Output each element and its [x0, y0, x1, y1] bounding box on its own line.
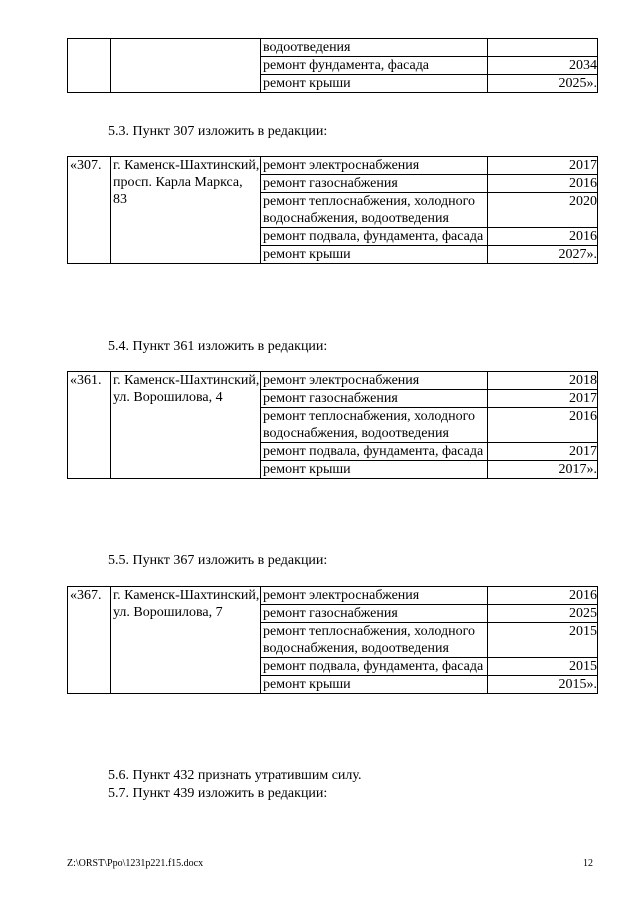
table-307	[67, 156, 598, 264]
table-cell-work: ремонт теплоснабжения, холодного водоснабжения, водоотведения	[261, 193, 488, 228]
table-cell-work: ремонт теплоснабжения, холодного водоснабжения, водоотведения	[261, 408, 488, 443]
table-cell-work: ремонт крыши	[261, 461, 488, 479]
table-cell-year: 2015	[488, 658, 598, 676]
table-cell-year: 2020	[488, 193, 598, 228]
table-cell-year: 2017	[488, 157, 598, 175]
table-cell-year: 2027».	[488, 246, 598, 264]
table-cell-address: г. Каменск-Шахтинский, ул. Ворошилова, 4	[111, 372, 261, 479]
table-cell-year: 2016	[488, 587, 598, 605]
table-cell-num: «307.	[68, 157, 111, 264]
table-cell-year: 2017	[488, 443, 598, 461]
table-row	[68, 157, 598, 175]
table-cell-work: ремонт фундамента, фасада	[261, 57, 488, 75]
heading-5-3: 5.3. Пункт 307 изложить в редакции:	[108, 124, 328, 139]
table-row	[68, 39, 598, 57]
table-cell-work: ремонт электроснабжения	[261, 587, 488, 605]
table-cell-year: 2016	[488, 228, 598, 246]
table-cell-year: 2016	[488, 175, 598, 193]
table-cell-work: ремонт теплоснабжения, холодного водоснабжения, водоотведения	[261, 623, 488, 658]
table-367	[67, 586, 598, 694]
heading-5-5: 5.5. Пункт 367 изложить в редакции:	[108, 553, 328, 568]
heading-5-4: 5.4. Пункт 361 изложить в редакции:	[108, 339, 328, 354]
table-cell-work: ремонт крыши	[261, 75, 488, 93]
table-cell-year: 2025	[488, 605, 598, 623]
table-cell-work: ремонт электроснабжения	[261, 157, 488, 175]
table-cell-work: ремонт крыши	[261, 676, 488, 694]
table-cell-work: ремонт газоснабжения	[261, 175, 488, 193]
table-cell-work: ремонт крыши	[261, 246, 488, 264]
table-cell-year: 2025».	[488, 75, 598, 93]
table-row	[68, 587, 598, 605]
table-cell-num: «367.	[68, 587, 111, 694]
page-number: 12	[583, 858, 593, 869]
table-361	[67, 371, 598, 479]
table-cell-year: 2015	[488, 623, 598, 658]
table-cell-num	[68, 39, 111, 93]
table-cell-work: ремонт газоснабжения	[261, 605, 488, 623]
table-cell-work: ремонт подвала, фундамента, фасада	[261, 443, 488, 461]
table-cell-address: г. Каменск-Шахтинский, ул. Ворошилова, 7	[111, 587, 261, 694]
table-cell-year: 2018	[488, 372, 598, 390]
table-cell-work: ремонт газоснабжения	[261, 390, 488, 408]
table-cell-num: «361.	[68, 372, 111, 479]
table-cell-work: ремонт подвала, фундамента, фасада	[261, 658, 488, 676]
table-continuation	[67, 38, 598, 93]
table-cell-year: 2016	[488, 408, 598, 443]
table-cell-address	[111, 39, 261, 93]
footer-file-path: Z:\ORST\Ppo\1231p221.f15.docx	[67, 858, 204, 869]
table-cell-work: водоотведения	[261, 39, 488, 57]
table-cell-work: ремонт электроснабжения	[261, 372, 488, 390]
table-cell-year: 2015».	[488, 676, 598, 694]
table-cell-year: 2017	[488, 390, 598, 408]
table-cell-year	[488, 39, 598, 57]
table-row	[68, 372, 598, 390]
table-cell-year: 2017».	[488, 461, 598, 479]
heading-5-7: 5.7. Пункт 439 изложить в редакции:	[108, 786, 328, 801]
heading-5-6: 5.6. Пункт 432 признать утратившим силу.	[108, 768, 362, 783]
table-cell-work: ремонт подвала, фундамента, фасада	[261, 228, 488, 246]
table-cell-address: г. Каменск-Шахтинский, просп. Карла Маркса, 83	[111, 157, 261, 264]
table-cell-year: 2034	[488, 57, 598, 75]
